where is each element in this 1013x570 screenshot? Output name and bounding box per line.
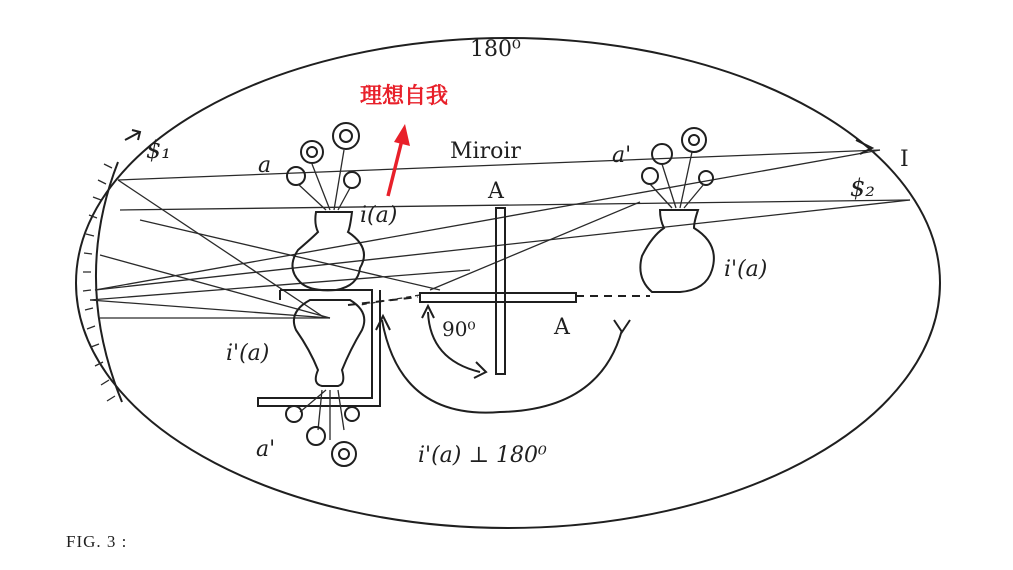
virtual-image-label: i'(a) xyxy=(724,257,768,282)
observer-s1-label: $₁ xyxy=(146,136,171,164)
virtual-vase xyxy=(640,128,714,292)
virtual-flowers-label: a' xyxy=(612,143,632,168)
real-flowers-label: a xyxy=(258,153,272,178)
figure-caption: FIG. 3 : xyxy=(66,532,128,551)
real-image-label: i(a) xyxy=(360,203,398,228)
angle-90-label: 90⁰ xyxy=(442,317,476,341)
bottom-flowers-label: a' xyxy=(256,437,276,462)
ideal-ego-arrow xyxy=(388,124,410,196)
box-and-inverted-vase xyxy=(258,290,380,466)
rotation-arc xyxy=(382,320,622,413)
bottom-formula-label: i'(a) ⊥ 180⁰ xyxy=(418,443,547,468)
mirror-plane-top-label: A xyxy=(488,179,504,204)
top-angle-label: 180⁰ xyxy=(470,37,521,62)
mirror-plane-right-label: A xyxy=(554,315,570,340)
inverted-image-label: i'(a) xyxy=(226,341,270,366)
mirror-label: Miroir xyxy=(450,139,521,164)
observer-s2-label: $₂ xyxy=(850,174,875,202)
plane-mirror xyxy=(348,208,650,374)
real-flowers xyxy=(287,123,360,210)
ideal-ego-label: 理想自我 xyxy=(360,84,449,109)
eye-point-label: I xyxy=(900,147,909,172)
